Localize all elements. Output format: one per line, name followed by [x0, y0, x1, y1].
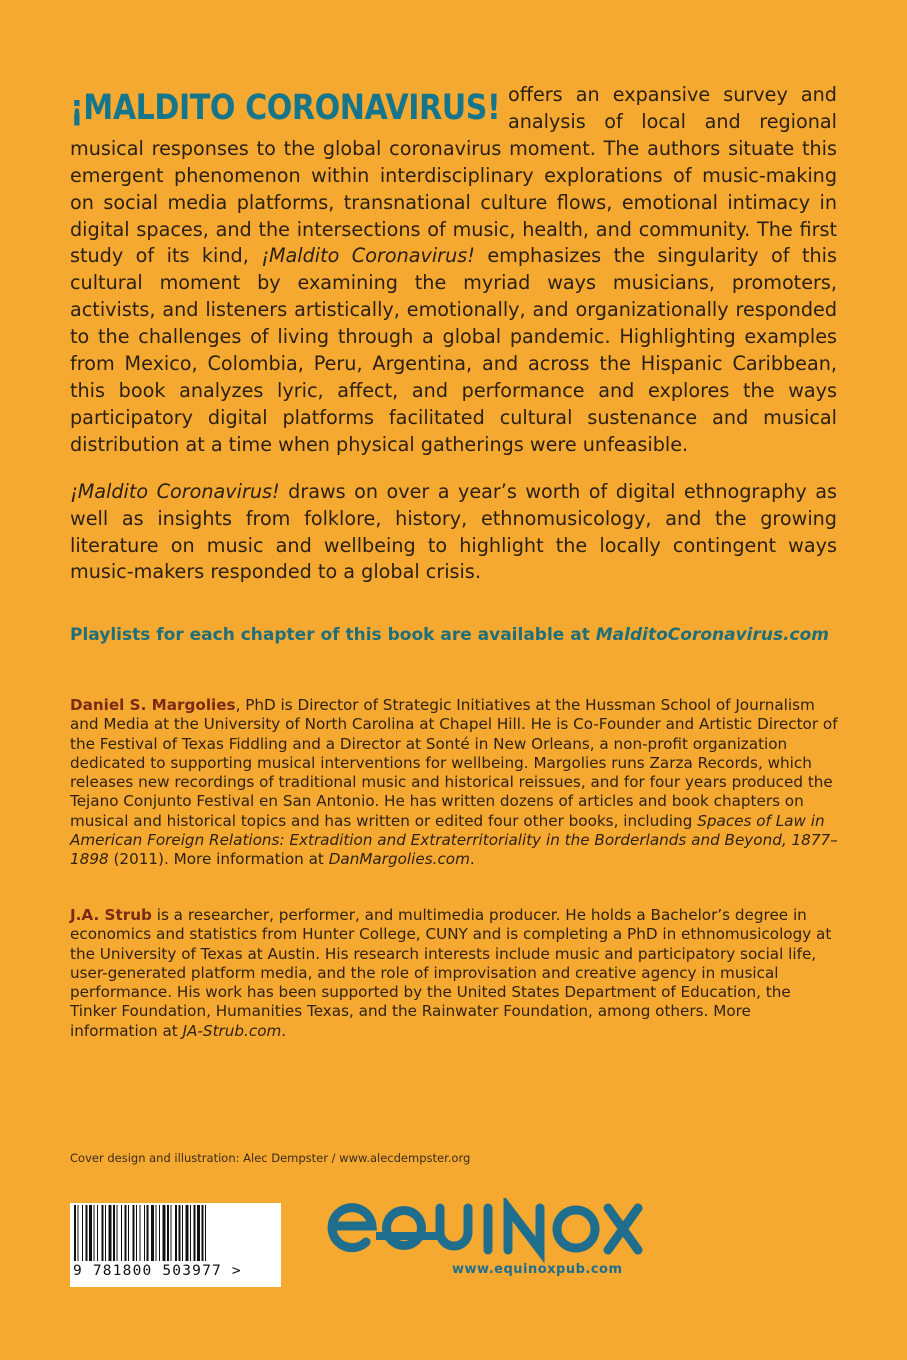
barcode-bar — [175, 1205, 177, 1261]
description-paragraph-1 — [70, 82, 837, 459]
barcode-bar — [113, 1205, 115, 1261]
barcode-bar — [136, 1205, 137, 1261]
barcode-bar — [82, 1205, 83, 1261]
barcode-bar — [167, 1205, 169, 1261]
barcode-bar — [89, 1205, 92, 1261]
barcode-bar — [205, 1205, 206, 1261]
barcode-bar — [179, 1205, 181, 1261]
barcode-digits — [70, 1263, 281, 1279]
cover-credit: Cover design and illustration: Alec Dempster / www.alecdempster.org — [70, 1151, 471, 1165]
author-bio-strub — [70, 906, 842, 1041]
barcode-bar — [74, 1205, 76, 1261]
barcode-bar — [159, 1205, 160, 1261]
barcode-bar — [117, 1205, 118, 1261]
description-title-italic-2: ¡Maldito Coronavirus! — [70, 479, 280, 503]
author-name-margolies: Daniel S. Margolies — [70, 696, 236, 714]
author-bio-margolies — [70, 696, 842, 870]
publisher-url[interactable]: www.equinoxpub.com — [452, 1262, 623, 1277]
barcode-bar — [105, 1205, 106, 1261]
description-title-italic-1: ¡Maldito Coronavirus! — [261, 244, 475, 268]
equinox-logo — [326, 1198, 646, 1264]
barcode-arrow: > — [231, 1263, 242, 1279]
barcode-bar — [194, 1205, 196, 1261]
playlist-text: Playlists for each chapter of this book are available at — [70, 625, 596, 645]
barcode-bar — [197, 1205, 200, 1261]
barcode-bar — [102, 1205, 104, 1261]
author-name-strub: J.A. Strub — [70, 906, 152, 924]
bio-text-1b: (2011). More information at — [108, 850, 329, 869]
barcode-bar — [121, 1205, 122, 1261]
barcode-bar — [78, 1205, 79, 1261]
barcode-bar — [133, 1205, 135, 1261]
barcode-bar — [140, 1205, 141, 1261]
barcode-bar — [182, 1205, 183, 1261]
bio-text-1a: , PhD is Director of Strategic Initiatives at the Hussman School of Journalism and Media at the University of North Carolina at Chapel Hill. He is Co-Founder and Artistic Director of the Festival of Texas Fiddling and a Director at Sonté in New Orleans, a non-profit organization dedicated to supporting musical interventions for wellbeing. Margolies runs Zarza Records, which releases new recordings of traditional music and historical reissues, and for four years produced the Tejano Conjunto Festival en San Antonio. He has written dozens of articles and book chapters on musical and historical topics and has written or edited four other books, including — [70, 696, 838, 830]
barcode-bars — [70, 1203, 281, 1265]
description-text-1b: emphasizes the singularity of this cultural moment by examining the myriad ways musicians, promoters, activists, and listeners artistically, emotionally, and organizationally responded to the challenges of living through a global pandemic. Highlighting examples from Mexico, Colombia, Peru, Argentina, and across the Hispanic Caribbean, this book analyzes lyric, affect, and performance and explores the ways participatory digital platforms facilitated cultural sustenance and musical distribution at a time when physical gatherings were unfeasible. — [70, 244, 837, 456]
barcode-bar — [151, 1205, 154, 1261]
isbn-barcode — [70, 1203, 281, 1287]
author-site-strub[interactable]: JA-Strub.com — [182, 1021, 282, 1040]
bio-text-1-end: . — [469, 850, 475, 869]
barcode-bar — [171, 1205, 172, 1261]
playlist-notice — [70, 625, 850, 645]
barcode-bar — [163, 1205, 166, 1261]
barcode-bar — [144, 1205, 145, 1261]
bio-text-2: is a researcher, performer, and multimedia producer. He holds a Bachelor’s degree in economics and statistics from Hunter College, CUNY and is completing a PhD in ethnomusicology at the University of Texas at Austin. His research interests include music and participatory social life, user-generated platform media, and the role of improvisation and creative agency in musical performance. His work has been supported by the United States Department of Education, the Tinker Foundation, Humanities Texas, and the Rainwater Foundation, among others. More information at — [70, 906, 832, 1040]
barcode-bar — [97, 1205, 98, 1261]
barcode-bar — [125, 1205, 127, 1261]
isbn-number: 9 781800 503977 — [73, 1263, 222, 1279]
playlist-site-link[interactable]: MalditoCoronavirus.com — [595, 625, 830, 645]
barcode-bar — [186, 1205, 189, 1261]
barcode-bar — [128, 1205, 129, 1261]
bio-book-title: Spaces of Law in American Foreign Relations: Extradition and Extraterritoriality in the Borderlands and Beyond, 1877–1898 — [70, 811, 838, 869]
author-site-margolies[interactable]: DanMargolies.com — [328, 850, 470, 869]
barcode-bar — [202, 1205, 204, 1261]
barcode-bar — [94, 1205, 95, 1261]
description-paragraph-2 — [70, 479, 837, 587]
bio-text-2-end: . — [281, 1021, 287, 1040]
description-text-1a: offers an expansive survey and analysis of local and regional musical responses to the global coronavirus moment. The authors situate this emergent phenomenon within interdisciplinary explorations of music-making on social media platforms, transnational culture flows, emotional intimacy in digital spaces, and the intersections of music, health, and community. The first study of its kind, — [70, 83, 837, 268]
book-title: ¡MALDITO CORONAVIRUS! — [70, 88, 501, 128]
barcode-bar — [147, 1205, 149, 1261]
barcode-bar — [86, 1205, 88, 1261]
barcode-bar — [109, 1205, 112, 1261]
book-description — [70, 82, 837, 606]
barcode-bar — [156, 1205, 157, 1261]
barcode-bar — [190, 1205, 191, 1261]
description-text-2: draws on over a year’s worth of digital ethnography as well as insights from folklore, history, ethnomusicology, and the growing literature on music and wellbeing to highlight the locally contingent ways music-makers responded to a global crisis. — [70, 479, 837, 584]
